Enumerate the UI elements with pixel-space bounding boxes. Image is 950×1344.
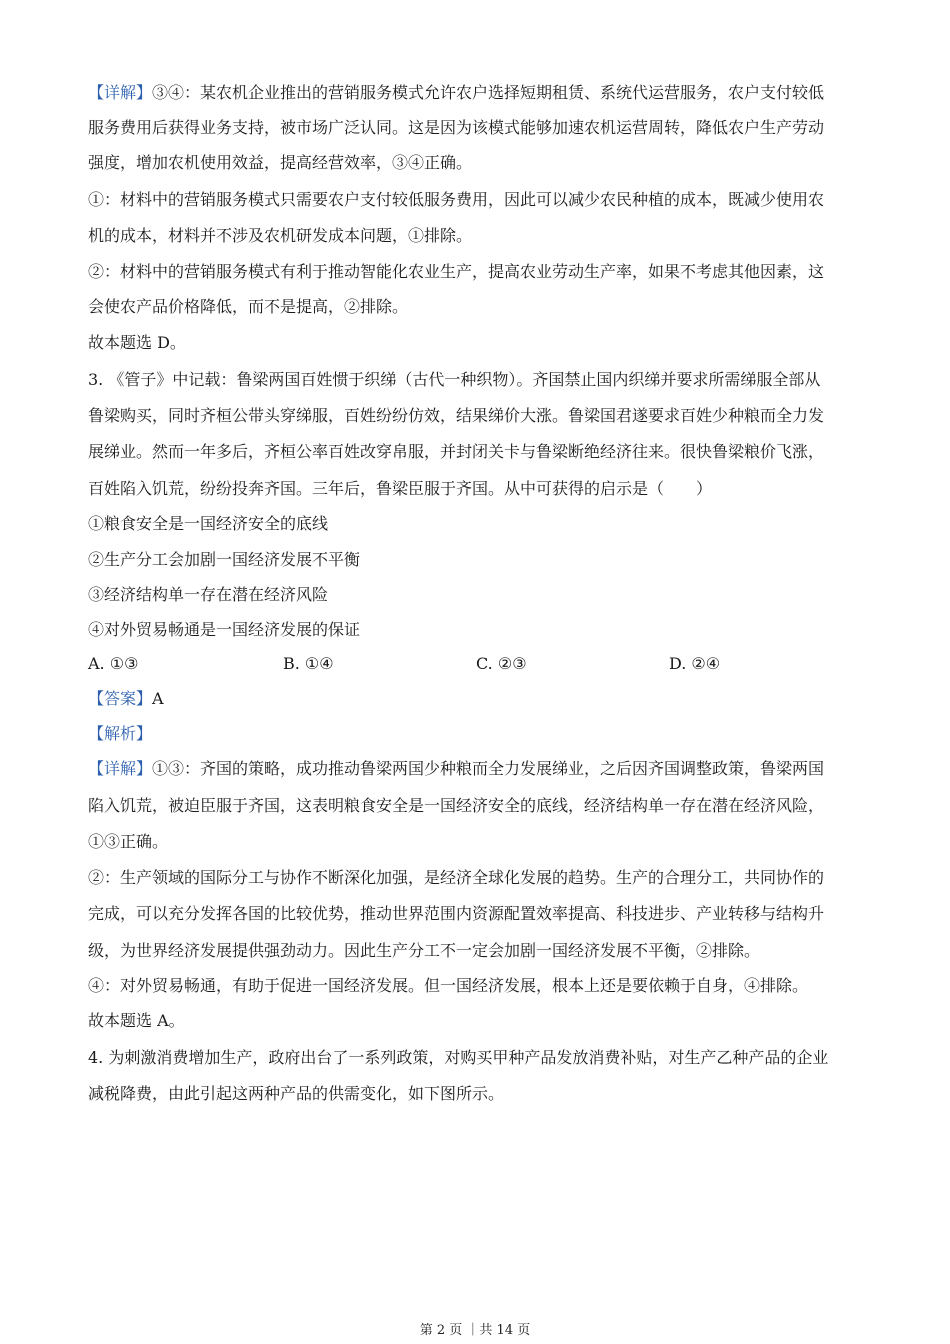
q2-explain-line-7: 会使农产品价格降低，而不是提高，②排除。 — [88, 297, 409, 316]
q3-explain-line-2: 陷入饥荒，被迫臣服于齐国，这表明粮食安全是一国经济安全的底线，经济结构单一存在潜在经济风险， — [88, 796, 825, 815]
q2-explain-line-6: ②：材料中的营销服务模式有利于推动智能化农业生产，提高农业劳动生产率，如果不考虑其他因素，这 — [88, 262, 825, 281]
answer-tag: 【答案】 — [88, 689, 153, 708]
q3-stem-line-4: 百姓陷入饥荒，纷纷投奔齐国。三年后，鲁梁臣服于齐国。从中可获得的启示是（ ） — [88, 479, 713, 498]
q2-explain-line-1: 【详解】③④：某农机企业推出的营销服务模式允许农户选择短期租赁、系统代运营服务，农户支付较低 — [88, 83, 825, 102]
q3-item-1: ①粮食安全是一国经济安全的底线 — [88, 514, 329, 533]
q3-explain-line-5: 完成，可以充分发挥各国的比较优势，推动世界范围内资源配置效率提高、科技进步、产业转移与结构升 — [88, 904, 825, 923]
q2-explain-line-5: 机的成本，材料并不涉及农机研发成本问题，①排除。 — [88, 226, 473, 245]
q3-option-d: D. ②④ — [669, 654, 721, 673]
explain-tag: 【详解】 — [88, 759, 153, 778]
q2-explain-line-2: 服务费用后获得业务支持，被市场广泛认同。这是因为该模式能够加速农机运营周转，降低农户生产劳动 — [88, 118, 825, 137]
explain-tag: 【详解】 — [88, 83, 153, 102]
q3-item-4: ④对外贸易畅通是一国经济发展的保证 — [88, 620, 361, 639]
q3-stem-line-3: 展绨业。然而一年多后，齐桓公率百姓改穿帛服，并封闭关卡与鲁梁断绝经济往来。很快鲁梁粮价飞涨， — [88, 442, 825, 461]
q3-conclusion: 故本题选 A。 — [88, 1011, 185, 1030]
q3-explain-line-3: ①③正确。 — [88, 832, 169, 851]
q3-option-b: B. ①④ — [283, 654, 334, 673]
answer-value: A — [152, 689, 164, 708]
q3-item-3: ③经济结构单一存在潜在经济风险 — [88, 585, 329, 604]
q4-stem-line-2: 减税降费，由此引起这两种产品的供需变化，如下图所示。 — [88, 1084, 505, 1103]
q3-answer — [88, 688, 864, 710]
q2-explain-line-4: ①：材料中的营销服务模式只需要农户支付较低服务费用，因此可以减少农民种植的成本，既减少使用农 — [88, 190, 825, 209]
q3-explain-line-7: ④：对外贸易畅通，有助于促进一国经济发展。但一国经济发展，根本上还是要依赖于自身，④排除。 — [88, 976, 809, 995]
q3-stem-line-2: 鲁梁购买，同时齐桓公带头穿绨服，百姓纷纷仿效，结果绨价大涨。鲁梁国君遂要求百姓少种粮而全力发 — [88, 406, 825, 425]
q4-stem-line-1: 4. 为刺激消费增加生产，政府出台了一系列政策，对购买甲种产品发放消费补贴，对生产乙种产品的企业 — [88, 1048, 829, 1067]
q2-conclusion: 故本题选 D。 — [88, 333, 186, 352]
q2-explain-line-3: 强度，增加农机使用效益，提高经营效率，③④正确。 — [88, 153, 473, 172]
q3-option-c: C. ②③ — [476, 654, 527, 673]
q3-explain-line-1: 【详解】①③：齐国的策略，成功推动鲁梁两国少种粮而全力发展绨业，之后因齐国调整政策，鲁梁两国 — [88, 759, 825, 778]
q3-stem-line-1: 3. 《管子》中记载：鲁梁两国百姓惯于织绨（古代一种织物）。齐国禁止国内织绨并要求所需绨服全部从 — [88, 370, 821, 389]
q3-option-a: A. ①③ — [88, 654, 139, 673]
q3-explain-line-6: 级，为世界经济发展提供强劲动力。因此生产分工不一定会加剧一国经济发展不平衡，②排除。 — [88, 941, 761, 960]
q3-explain-line-4: ②：生产领域的国际分工与协作不断深化加强，是经济全球化发展的趋势。生产的合理分工，共同协作的 — [88, 868, 825, 887]
page-footer: 第 2 页 ｜共 14 页 — [419, 1323, 531, 1338]
q3-item-2: ②生产分工会加剧一国经济发展不平衡 — [88, 550, 361, 569]
q3-analysis-tag: 【解析】 — [88, 724, 153, 743]
